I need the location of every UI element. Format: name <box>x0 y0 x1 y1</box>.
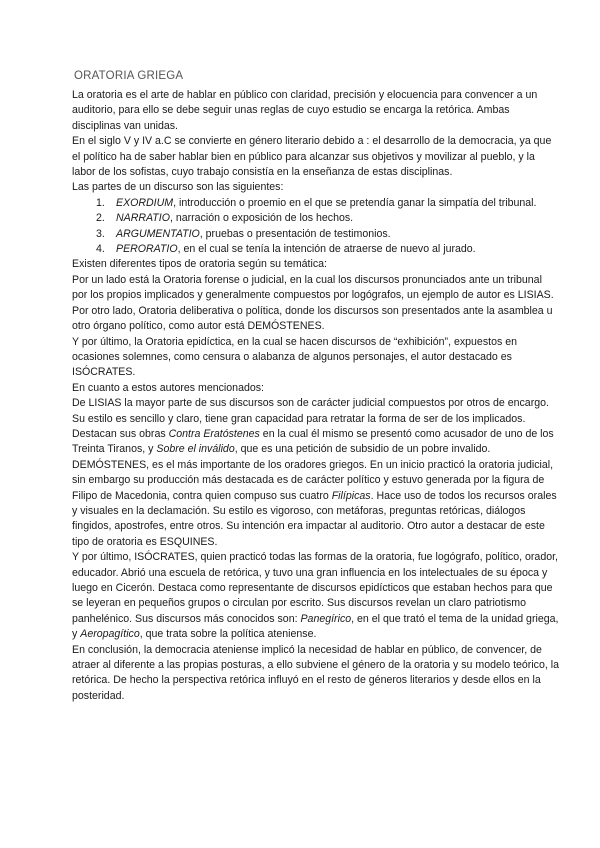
part-term: NARRATIO <box>116 212 170 225</box>
document-body <box>72 88 560 704</box>
list-number: 2. <box>96 212 105 225</box>
paragraph-intro: La oratoria es el arte de hablar en público con claridad, precisión y elocuencia para convencer a un auditorio, para ello se debe seguir unas reglas de cuyo estudio se encarga la retórica. Ambas disciplinas van unidas. <box>72 89 538 132</box>
paragraph-siglo: En el siglo V y IV a.C se convierte en género literario debido a : el desarrollo de la democracia, ya que el político ha de saber hablar bien en público para alcanzar sus objetivos y movilizar al pueblo, y la labor de los sofistas, cuyo trabajo consistía en la enseñanza de estas disciplinas. <box>72 135 552 179</box>
part-text: , pruebas o presentación de testimonios. <box>199 227 391 240</box>
part-text: , en el cual se tenía la intención de atraerse de nuevo al jurado. <box>177 243 476 256</box>
list-number: 1. <box>96 196 105 209</box>
lisias-text-a: De LISIAS la mayor parte de sus discursos son de carácter judicial compuestos por otros de encargo. Su estilo es sencillo y claro, tiene gran capacidad para retratar la forma de ser de los implicados. Destacan sus obras <box>72 397 549 440</box>
paragraph-tipos-intro: Existen diferentes tipos de oratoria según su temática: <box>72 258 327 271</box>
work-title: Sobre el inválido <box>156 443 235 456</box>
demostenes-text-b: . Hace uso de todos los recursos orales y visuales en la declamación. Su estilo es vigoroso, con metáforas, preguntas retóricas, diálogos fingidos, apostrofes, entre otros. Su intención era impactar al auditorio. Otro autor a destacar de este tipo de oratoria es ESQUINES. <box>72 489 557 548</box>
lisias-text-b: en la cual él mismo se presentó como acusador de uno de los Treinta Tiranos, y <box>72 427 554 456</box>
isocrates-text-c: , que trata sobre la política ateniense. <box>139 628 317 641</box>
lisias-text-c: , que es una petición de subsidio de un pobre invalido. <box>234 443 491 456</box>
paragraph-isocrates <box>72 550 560 642</box>
paragraph-deliberativa: Por otro lado, Oratoria deliberativa o política, donde los discursos son presentados ante la asamblea u otro órgano político, como autor está DEMÓSTENES. <box>72 304 553 333</box>
list-item <box>96 211 560 226</box>
list-number: 4. <box>96 243 105 256</box>
work-title: Contra Eratóstenes <box>168 427 260 440</box>
part-text: , narración o exposición de los hechos. <box>169 212 354 225</box>
part-term: EXORDIUM <box>116 196 174 209</box>
work-title: Panegírico <box>300 612 352 625</box>
paragraph-demostenes <box>72 458 560 550</box>
list-item <box>96 196 560 211</box>
paragraph-conclusion: En conclusión, la democracia ateniense implicó la necesidad de hablar en público, de convencer, de atraer al diferente a las propias posturas, a ello subviene el género de la oratoria y su modelo teórico, la retórica. De hecho la perspectiva retórica influyó en el resto de géneros literarios y desde ellos en la posteridad. <box>72 643 560 702</box>
paragraph-autores-intro: En cuanto a estos autores mencionados: <box>72 381 264 394</box>
paragraph-epidictica: Y por último, la Oratoria epidíctica, en la cual se hacen discursos de “exhibición”, expuestos en ocasiones solemnes, como censura o alabanza de algunos personajes, el autor destacado es ISÓCRATES. <box>72 335 517 379</box>
part-text: , introducción o proemio en el que se pretendía ganar la simpatía del tribunal. <box>173 196 537 209</box>
list-item <box>96 227 560 242</box>
work-title: Aeropagítico <box>80 628 140 641</box>
part-term: PERORATIO <box>116 243 178 256</box>
isocrates-text-a: Y por último, ISÓCRATES, quien practicó todas las formas de la oratoria, fue logógrafo, político, orador, educador. Abrió una escuela de retórica, y tuvo una gran influencia en los intelectuales de su época y luego en Cicerón. Destaca como representante de discursos epidícticos que estaban hechos para que se leyeran en pequeños grupos o circulan por escrito. Sus discursos revelan un claro patriotismo panhelénico. Sus discursos más conocidos son: <box>72 551 558 625</box>
document-title: ORATORIA GRIEGA <box>74 70 184 82</box>
paragraph-partes-intro: Las partes de un discurso son las siguientes: <box>72 181 284 194</box>
discourse-parts-list <box>72 196 560 258</box>
isocrates-text-b: , en el que trató el tema de la unidad griega, y <box>72 612 559 641</box>
part-term: ARGUMENTATIO <box>116 227 200 240</box>
list-number: 3. <box>96 227 105 240</box>
list-item <box>96 242 560 257</box>
paragraph-forense: Por un lado está la Oratoria forense o judicial, en la cual los discursos pronunciados ante un tribunal por los propios implicados y generalmente compuestos por logógrafos, un ejemplo de autor es LISIAS. <box>72 273 554 302</box>
work-title: Filípicas <box>331 489 371 502</box>
demostenes-text-a: DEMÓSTENES, es el más importante de los oradores griegos. En un inicio practicó la oratoria judicial, sin embargo su producción más destacada es de carácter político y estuvo generada por la figura de Filipo de Macedonia, contra quien compuso sus cuatro <box>72 458 554 502</box>
paragraph-lisias <box>72 396 560 458</box>
